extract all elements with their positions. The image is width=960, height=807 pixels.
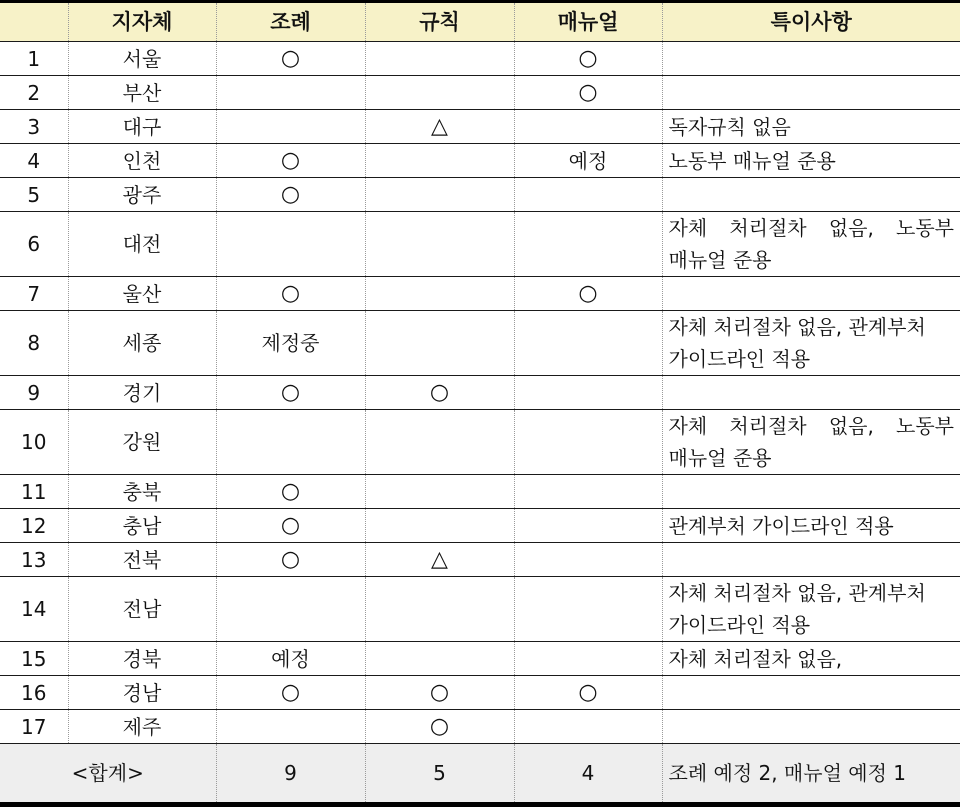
note-cell (662, 543, 960, 577)
city-name: 울산 (68, 277, 216, 311)
ordinance-cell (216, 577, 365, 642)
city-name: 부산 (68, 76, 216, 110)
rule-cell (365, 277, 514, 311)
manual-cell (514, 376, 662, 410)
header-row (0, 2, 960, 42)
row-number: 11 (0, 475, 68, 509)
ordinance-cell: 제정중 (216, 311, 365, 376)
rule-cell: ○ (365, 676, 514, 710)
note-cell: 노동부 매뉴얼 준용 (662, 144, 960, 178)
manual-cell (514, 410, 662, 475)
table-row (0, 543, 960, 577)
rule-cell (365, 475, 514, 509)
row-number: 15 (0, 642, 68, 676)
row-number: 4 (0, 144, 68, 178)
table-row (0, 76, 960, 110)
ordinance-cell (216, 410, 365, 475)
row-number: 16 (0, 676, 68, 710)
manual-cell: ○ (514, 277, 662, 311)
manual-cell (514, 509, 662, 543)
row-number: 17 (0, 710, 68, 744)
note-cell: 관계부처 가이드라인 적용 (662, 509, 960, 543)
row-number: 6 (0, 212, 68, 277)
table-row (0, 212, 960, 277)
manual-cell (514, 311, 662, 376)
row-number: 7 (0, 277, 68, 311)
table-row (0, 311, 960, 376)
rule-cell (365, 42, 514, 76)
city-name: 전북 (68, 543, 216, 577)
row-number: 14 (0, 577, 68, 642)
city-name: 경남 (68, 676, 216, 710)
city-name: 서울 (68, 42, 216, 76)
ordinance-cell: ○ (216, 475, 365, 509)
header-ordinance: 조례 (216, 2, 365, 42)
table-row (0, 676, 960, 710)
rule-cell (365, 76, 514, 110)
ordinance-cell (216, 76, 365, 110)
rule-cell (365, 410, 514, 475)
row-number: 2 (0, 76, 68, 110)
row-number: 12 (0, 509, 68, 543)
rule-cell (365, 311, 514, 376)
note-cell: 자체 처리절차 없음, 노동부 매뉴얼 준용 (662, 410, 960, 475)
table-row (0, 277, 960, 311)
table-row (0, 42, 960, 76)
table-row (0, 642, 960, 676)
table-row (0, 509, 960, 543)
manual-cell (514, 212, 662, 277)
rule-cell: △ (365, 543, 514, 577)
note-cell (662, 76, 960, 110)
city-name: 광주 (68, 178, 216, 212)
ordinance-cell: ○ (216, 543, 365, 577)
city-name: 경북 (68, 642, 216, 676)
table-row (0, 110, 960, 144)
manual-cell (514, 642, 662, 676)
city-name: 전남 (68, 577, 216, 642)
ordinance-cell: ○ (216, 144, 365, 178)
rule-cell (365, 212, 514, 277)
city-name: 세종 (68, 311, 216, 376)
manual-cell: ○ (514, 676, 662, 710)
note-cell (662, 710, 960, 744)
row-number: 1 (0, 42, 68, 76)
manual-cell: ○ (514, 76, 662, 110)
row-number: 5 (0, 178, 68, 212)
row-number: 3 (0, 110, 68, 144)
manual-cell (514, 577, 662, 642)
rule-cell: ○ (365, 710, 514, 744)
note-cell (662, 277, 960, 311)
ordinance-cell: ○ (216, 676, 365, 710)
total-rule: 5 (365, 744, 514, 805)
ordinance-cell: 예정 (216, 642, 365, 676)
table-row (0, 144, 960, 178)
table-row (0, 475, 960, 509)
rule-cell (365, 509, 514, 543)
table-row (0, 577, 960, 642)
note-cell: 자체 처리절차 없음, (662, 642, 960, 676)
row-number: 13 (0, 543, 68, 577)
table-row (0, 710, 960, 744)
total-manual: 4 (514, 744, 662, 805)
row-number: 8 (0, 311, 68, 376)
header-no (0, 2, 68, 42)
city-name: 인천 (68, 144, 216, 178)
manual-cell: 예정 (514, 144, 662, 178)
city-name: 경기 (68, 376, 216, 410)
total-ordinance: 9 (216, 744, 365, 805)
city-name: 강원 (68, 410, 216, 475)
header-rule: 규칙 (365, 2, 514, 42)
ordinance-cell (216, 710, 365, 744)
city-name: 충남 (68, 509, 216, 543)
manual-cell (514, 110, 662, 144)
ordinance-cell: ○ (216, 178, 365, 212)
total-note: 조례 예정 2, 매뉴얼 예정 1 (662, 744, 960, 805)
table-row (0, 178, 960, 212)
ordinance-cell (216, 110, 365, 144)
note-cell (662, 676, 960, 710)
city-name: 제주 (68, 710, 216, 744)
header-city: 지자체 (68, 2, 216, 42)
ordinance-cell: ○ (216, 277, 365, 311)
manual-cell (514, 543, 662, 577)
ordinance-cell (216, 212, 365, 277)
note-cell: 자체 처리절차 없음, 관계부처 가이드라인 적용 (662, 311, 960, 376)
row-number: 9 (0, 376, 68, 410)
rule-cell (365, 178, 514, 212)
rule-cell (365, 577, 514, 642)
note-cell (662, 42, 960, 76)
rule-cell (365, 642, 514, 676)
header-note: 특이사항 (662, 2, 960, 42)
header-manual: 매뉴얼 (514, 2, 662, 42)
rule-cell: ○ (365, 376, 514, 410)
ordinance-cell: ○ (216, 42, 365, 76)
note-cell: 자체 처리절차 없음, 노동부 매뉴얼 준용 (662, 212, 960, 277)
rule-cell: △ (365, 110, 514, 144)
city-name: 대전 (68, 212, 216, 277)
ordinance-cell: ○ (216, 376, 365, 410)
total-row (0, 744, 960, 805)
ordinance-cell: ○ (216, 509, 365, 543)
note-cell (662, 475, 960, 509)
manual-cell (514, 475, 662, 509)
table-row (0, 410, 960, 475)
rule-cell (365, 144, 514, 178)
city-name: 충북 (68, 475, 216, 509)
manual-cell (514, 710, 662, 744)
manual-cell: ○ (514, 42, 662, 76)
table-row (0, 376, 960, 410)
note-cell: 독자규칙 없음 (662, 110, 960, 144)
row-number: 10 (0, 410, 68, 475)
total-label: <합계> (0, 744, 216, 805)
note-cell (662, 178, 960, 212)
manual-cell (514, 178, 662, 212)
city-name: 대구 (68, 110, 216, 144)
note-cell: 자체 처리절차 없음, 관계부처 가이드라인 적용 (662, 577, 960, 642)
note-cell (662, 376, 960, 410)
